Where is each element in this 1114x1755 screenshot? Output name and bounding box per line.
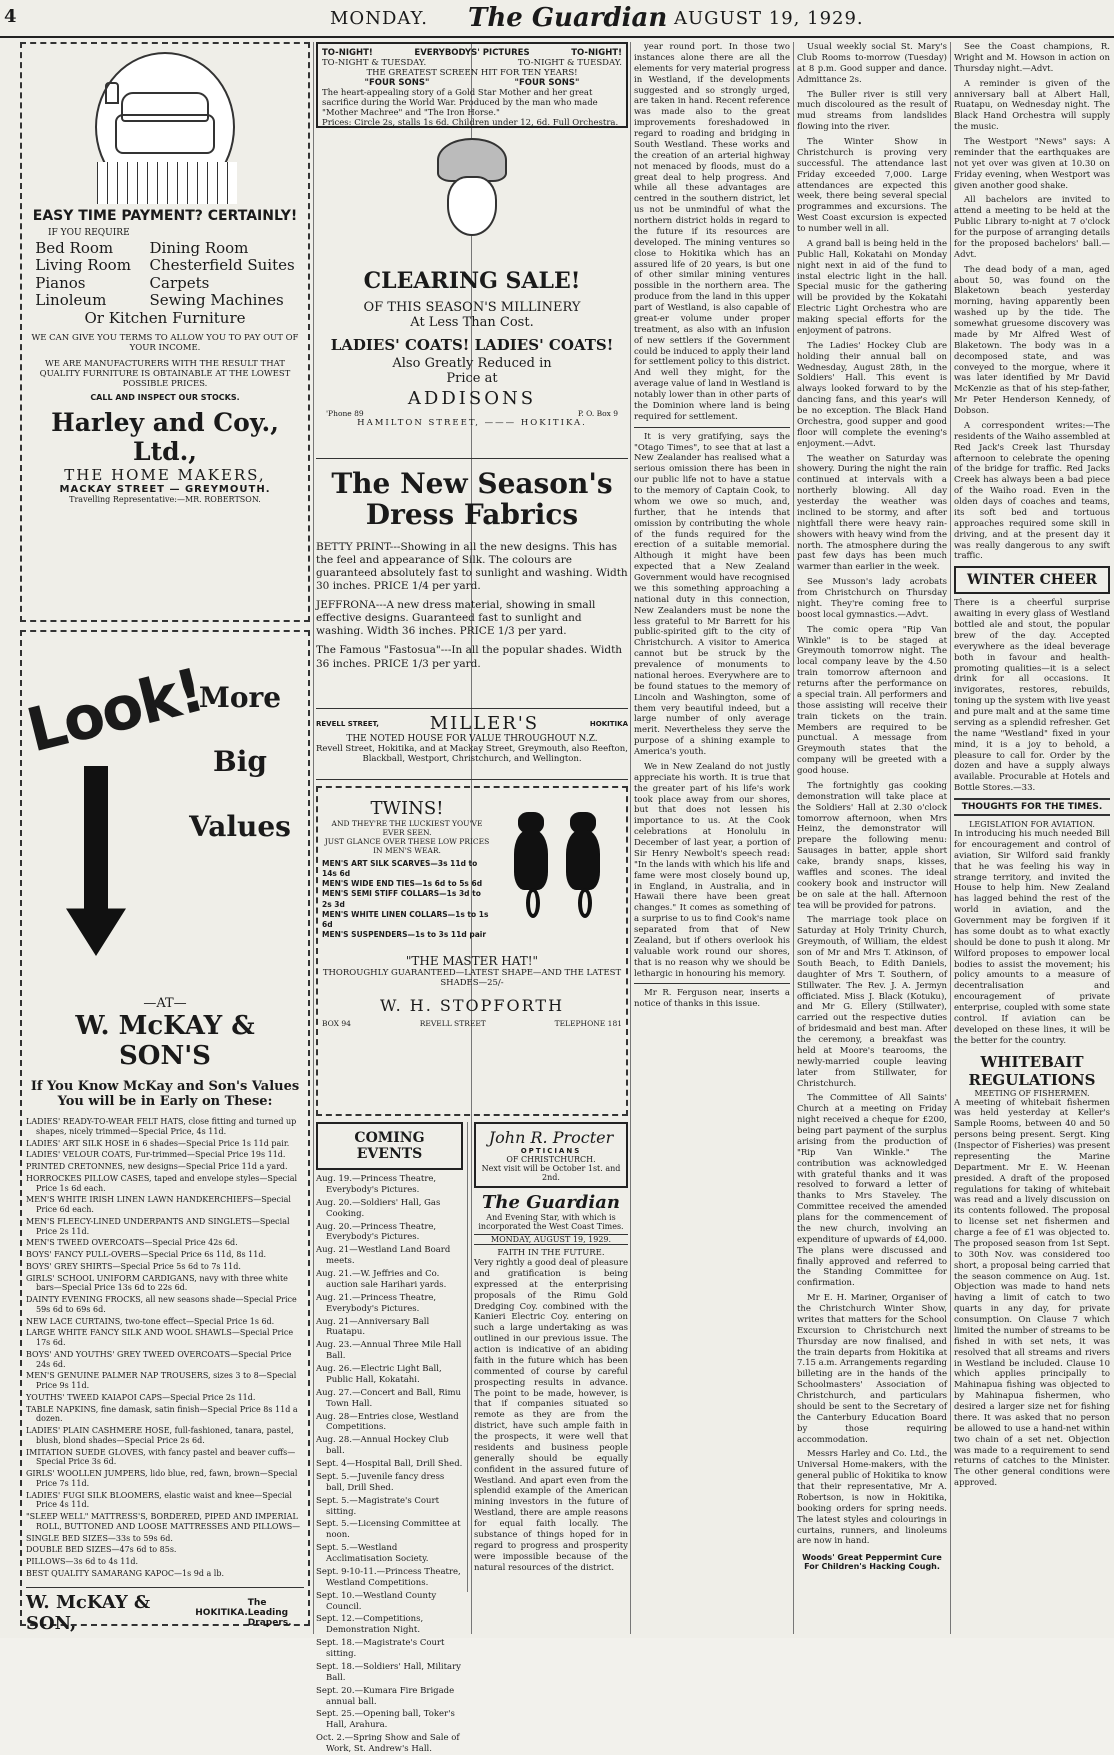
addisons-line2: At Less Than Cost. (410, 315, 534, 330)
mckay-big: Big (213, 745, 267, 779)
column-editorial (634, 42, 790, 1632)
mckay-item: IMITATION SUEDE GLOVES, with fancy pastel and beaver cuffs—Special Price 3s 6d. (26, 1447, 296, 1467)
mckay-advert (20, 630, 310, 1634)
harley-manufacturers: WE ARE MANUFACTURERS WITH THE RESULT THAT QUALITY FURNITURE IS OBTAINABLE AT THE LOWEST POSSIBLE PRICES. (39, 359, 291, 389)
pictures-sub-right: TO-NIGHT & TUESDAY. (517, 58, 622, 68)
thoughts-heading: THOUGHTS FOR THE TIMES. (954, 798, 1110, 816)
millers-name: MILLER'S (429, 713, 540, 734)
news-item: The Winter Show in Christchurch is proving very successful. The attendance last Friday exceeded 7,000. Large attendances are expected this week, there being several special programmes and excursions. The West Coast excursion is expected to number well in all. (797, 137, 947, 234)
event-item: Sept. 10.—Westland County Council. (316, 1590, 437, 1612)
event-item: Sept. 18.—Magistrate's Court sitting. (316, 1638, 445, 1659)
procter-visit: Next visit will be October 1st. and 2nd. (481, 1164, 621, 1182)
harley-item: Linoleum (35, 290, 107, 309)
harley-advert (20, 42, 310, 622)
winter-cheer-heading: WINTER CHEER (954, 566, 1110, 594)
column-local-news (797, 42, 947, 1632)
mckay-item: SINGLE BED SIZES—33s to 59s 6d. (26, 1533, 173, 1543)
millers-heading-1: The New Season's (331, 467, 613, 500)
column-ads-centre (316, 42, 628, 1754)
aviation-text: In introducing his much needed Bill for encouragement and control of aviation, Sir Wilford said frankly that he was feeling his way in strange territory, and invited the House to help him. New Zealand has lagged behind the rest of the world in aviation, and the Government may be forgiven if it has some doubt as to what exactly should be done to push it along. Mr Wilford proposes to empower local bodies to assist the movement; his policy amounts to a measure of decentralisation and encouragement of private enterprise, coupled with some state control. If aviation can be developed on these lines, it will be the better for the country. (954, 829, 1110, 1046)
harley-item: Dining Room (149, 239, 249, 257)
harley-name: Harley and Coy., Ltd., (51, 408, 279, 466)
mckay-item: TABLE NAPKINS, fine damask, satin finish—Special Price 8s 11d a dozen. (26, 1404, 298, 1424)
procter-name: John R. Procter (488, 1128, 614, 1147)
twins-heading: TWINS! (370, 798, 444, 819)
news-item: Messrs Harley and Co. Ltd., the Universal Home-makers, with the general public of Hokitika to know that their representative, Mr A. Robertson, is now in Hokitika, booking orders for spring needs. The latest styles and colourings in curtains, runners, and linoleums are now in hand. (797, 1449, 947, 1547)
event-item: Aug. 20.—Soldiers' Hall, Gas Cooking. (316, 1197, 441, 1219)
news-item: The weather on Saturday was showery. During the night the rain continued at intervals with a northerly blowing. All day yesterday the weather was inclined to be stormy, and after nightfall there were heavy rain-showers with heavy wind from the north. The atmosphere during the past few days has been much warmer than earlier in the week. (797, 453, 947, 573)
harley-item-last: Or Kitchen Furniture (84, 309, 246, 327)
stopforth-item: MEN'S SUSPENDERS—1s to 3s 11d pair (322, 929, 487, 939)
editorial-paragraph: It is very gratifying, says the "Otago Times", to see that at last a New Zealander has realised what a serious omission there has been in our public life not to have a statue to the memory of Captain Cook, to whom we owe so much, and, further, that he intends that omission by contributing the whole of the funds required for the erection of a suitable memorial. Although it might have been expected that a New Zealand Government would have recognised we this something approaching a national duty in this connection, New Zealanders must be none the less grateful to Mr Barrett for his public-spirited gift to the city of Christchurch. A visitor to America cannot but be struck by the prevalence of monuments to national heroes. Everywhere are to be found statues to the memory of Lincoln and Washington, some of them very beautiful indeed, but a large number of only average merit. Nevertheless they serve the purpose of a shining example to America's youth. (634, 431, 790, 757)
event-item: Sept. 18.—Soldiers' Hall, Military Ball. (316, 1661, 461, 1683)
editorial-paragraph: Mr R. Ferguson near, inserts a notice of thanks in this issue. (634, 988, 790, 1010)
news-item: The fortnightly gas cooking demonstration will take place at the Soldiers' Hall at 2.30 o'clock tomorrow afternoon, when Mrs Heinz, the demonstrator will prepare the following menu: Sausages in batter, apple short cake, brandy snaps, kisses, waffles and scones. The ideal cookery book and instructor will be on sale at the hall. Afternoon tea will be provided for patrons. (797, 780, 947, 911)
pictures-desc: The heart-appealing story of a Gold Star Mother and her great sacrifice during the World War. Produced by the man who made "Mother Machree" and "The Iron Horse." (322, 88, 598, 118)
guardian-heading: FAITH IN THE FUTURE. (497, 1248, 605, 1258)
mckay-item: MEN'S GENUINE PALMER NAP TROUSERS, sizes 3 to 8—Special Price 9s 11d. (26, 1371, 297, 1390)
events-heading: COMING EVENTS (316, 1122, 463, 1170)
mckay-more: More (198, 681, 282, 714)
stopforth-tel: TELEPHONE 181 (554, 1019, 622, 1028)
editorial-paragraph: We in New Zealand do not justly appreciate his worth. It is true that the greater part of his life's work took place away from our shores, but that does not lessen his importance to us. At the Cook celebrations at Honolulu in December of last year, a portion of Sir Henry Newbolt's speech read: "In the lands with which his life and fame were most closely bound up, in England, in Australia, and in Hawaii there have been great changes." It comes as something of a surprise to us to find Cook's name separated from that of New Zealand, but if others overlook his valuable work round our shores, that is no reason why we should be lethargic in honouring his memory. (634, 761, 790, 979)
mckay-item: BOYS' AND YOUTHS' GREY TWEED OVERCOATS—Special Price 24s 6d. (26, 1349, 292, 1369)
addisons-phone: 'Phone 89 (326, 409, 364, 418)
event-item: Aug. 21.—Princess Theatre, Everybody's Pictures. (316, 1292, 437, 1314)
mckay-item: BOYS' GREY SHIRTS—Special Price 5s 6d to 7s 11d. (26, 1261, 241, 1271)
event-item: Oct. 2.—Spring Show and Sale of Work, St. Andrew's Hall. (316, 1733, 460, 1754)
mckay-footer-name: W. McKAY & SON, (26, 1591, 151, 1634)
news-item: See Musson's lady acrobats from Christchurch on Thursday night. They're coming free to boost local gymnastics.—Advt. (797, 577, 947, 620)
meeting-heading: MEETING OF FISHERMEN. (974, 1088, 1090, 1098)
harley-item: Living Room (35, 256, 131, 275)
addisons-line1: OF THIS SEASON'S MILLINERY (363, 300, 581, 315)
column-rule (950, 42, 951, 1634)
coming-events (316, 1122, 468, 1754)
news-item: Mr E. H. Mariner, Organiser of the Christchurch Winter Show, writes that matters for the School Excursion to Christchurch next Thursday are now finalised, and the train departs from Hokitika at 7.15 a.m. Arrangements regarding billeting are in the hands of the Schoolmasters' Association of Christchurch, and particulars should be sent to the Secretary of the Canterbury Education Board by those requiring accommodation. (797, 1293, 947, 1445)
mckay-item: LADIES' ART SILK HOSE in 6 shades—Special Price 1s 11d pair. (26, 1138, 290, 1148)
guardian-date: MONDAY, AUGUST 19, 1929. (474, 1234, 628, 1245)
harley-item: Chesterfield Suites (149, 256, 295, 275)
column-ads-left (20, 42, 310, 1632)
news-item: A reminder is given of the anniversary ball at Albert Hall, Ruatapu, on Wednesday night. The Black Hand Orchestra will supply the music. (954, 78, 1110, 133)
millers-heading-2: Dress Fabrics (365, 497, 579, 531)
millers-branches: Revell Street, Hokitika, and at Mackay Street, Greymouth, also Reefton, Blackball, Westport, Christchurch, and Wellington. (316, 744, 628, 764)
addisons-box: P. O. Box 9 (577, 409, 618, 418)
mckay-at: —AT— (143, 996, 187, 1011)
news-item: All bachelors are invited to attend a meeting to be held at the Public Library to-night at 7 o'clock for the purpose of arranging details for the proposed bachelors' ball.—Advt. (954, 195, 1110, 260)
look-headline: Look! (20, 655, 210, 767)
stopforth-item: MEN'S ART SILK SCARVES—3s 11d to 14s 6d (322, 859, 478, 879)
mckay-item: MEN'S FLEECY-LINED UNDERPANTS AND SINGLETS—Special Price 2s 11d. (26, 1216, 290, 1236)
event-item: Sept. 5.—Magistrate's Court sitting. (316, 1495, 439, 1517)
harley-items (26, 240, 304, 309)
event-item: Sept. 20.—Kumara Fire Brigade annual ball. (316, 1685, 455, 1707)
news-item: The Ladies' Hockey Club are holding their annual ball on Wednesday, August 28th, in the Soldiers' Hall. This event is always looked forward to by the dancing fans, and this year's will be no exception. The Black Hand Orchestra, good supper and good floor will complete the evening's enjoyment.—Advt. (797, 340, 947, 449)
event-item: Sept. 9-10-11.—Princess Theatre, Westland Competitions. (316, 1566, 461, 1588)
addisons-advert (316, 128, 628, 458)
event-item: Aug. 19.—Princess Theatre, Everybody's Pictures. (316, 1174, 437, 1195)
mckay-item: LADIES' FUGI SILK BLOOMERS, elastic waist and knee—Special Price 4s 11d. (26, 1490, 292, 1510)
addisons-coats: LADIES' COATS! LADIES' COATS! (330, 336, 614, 354)
mckay-item: MEN'S TWEED OVERCOATS—Special Price 42s 6d. (26, 1238, 238, 1248)
mckay-item: DAINTY EVENING FROCKS, all new seasons shade—Special Price 59s 6d to 69s 6d. (26, 1295, 297, 1314)
furniture-illustration (95, 52, 235, 202)
event-item: Aug. 26.—Electric Light Ball, Public Hall, Kokatahi. (316, 1364, 442, 1385)
lady-hat-illustration (417, 138, 527, 248)
pictures-hit: THE GREATEST SCREEN HIT FOR TEN YEARS! (366, 68, 578, 78)
news-item: The dead body of a man, aged about 50, was found on the Blaketown beach yesterday morning, having apparently been washed up by the tide. The somewhat gruesome discovery was made by Mr Alfred West of Blaketown. The body was in a decomposed state, and was conveyed to the morgue, where it was later identified by Mr David McKenzie as that of his step-father, Mr Peter Henderson Kennedy, of Dobson. (954, 264, 1110, 416)
events-list (316, 1174, 463, 1755)
twins-line: JUST GLANCE OVER THESE LOW PRICES IN MEN'S WEAR. (324, 837, 490, 855)
procter-opticians: OPTICIANS (520, 1147, 582, 1155)
pictures-mid: EVERYBODYS' PICTURES (414, 48, 530, 58)
news-item: The Committee of All Saints' Church at a meeting on Friday night received a cheque for £200, being part payment of the surplus arising from the production of "Rip Van Winkle." The contribution was acknowledged with grateful thanks and it was resolved to forward a letter of thanks to Mrs Staveley. The Committee received the amended plans for the commencement of the new church, involving an expenditure of upwards of £4,000. The plans were discussed and finally approved and referred to the Standing Committee for confirmation. (797, 1093, 947, 1289)
harley-item: Sewing Machines (149, 290, 284, 309)
arrow-icon (66, 766, 126, 956)
guardian-title: The Guardian (482, 1192, 620, 1213)
stopforth-street: REVELL STREET (419, 1019, 486, 1028)
lower-centre (316, 1122, 628, 1754)
local-news-list (797, 42, 947, 1547)
stopforth-item: MEN'S WIDE END TIES—1s 6d to 5s 6d (322, 879, 483, 889)
masthead (0, 0, 1114, 38)
event-item: Aug. 21—Anniversary Ball Ruatapu. (316, 1316, 430, 1338)
mckay-item: HORROCKES PILLOW CASES, taped and envelope styles—Special Price 1s 6d each. (26, 1173, 298, 1193)
mckay-item: PILLOWS—3s 6d to 4s 11d. (26, 1557, 139, 1566)
mckay-item: LARGE WHITE FANCY SILK AND WOOL SHAWLS—Special Price 17s 6d. (26, 1328, 294, 1347)
mckay-item: GIRLS' SCHOOL UNIFORM CARDIGANS, navy with three white bars—Special Price 13s 6d to 22s 6d. (26, 1273, 288, 1293)
harley-sub: IF YOU REQUIRE (48, 228, 130, 238)
whitebait-heading: WHITEBAIT REGULATIONS (968, 1052, 1096, 1089)
news-item: A correspondent writes:—The residents of the Waiho assembled at Red Jack's Creek last Thursday afternoon to celebrate the opening of the bridge for traffic. Red Jacks Creek has always been a bad piece of the Waiho road. Even in the olden days of coaches and teams, its soft bed and tortuous approaches required some skill in driving, and at the present day it was really dangerous to any swift traffic. (954, 420, 1110, 562)
mckay-item: BEST QUALITY SAMARANG KAPOC—1s 9d a lb. (26, 1568, 225, 1578)
procter-city: OF CHRISTCHURCH. (506, 1155, 596, 1164)
harley-item: Carpets (149, 273, 210, 292)
event-item: Aug. 20.—Princess Theatre, Everybody's Pictures. (316, 1221, 437, 1243)
news-item: The Westport "News" says: A reminder that the earthquakes are not yet over was given at 10.30 on Friday evening, when Westport was given another good shake. (954, 137, 1110, 191)
event-item: Aug. 27.—Concert and Ball, Rimu Town Hall. (316, 1387, 462, 1409)
mckay-item: LADIES' READY-TO-WEAR FELT HATS, close fitting and turned up shapes, nicely trimmed—Special Price, 4s 11d. (26, 1117, 297, 1136)
pictures-right: TO-NIGHT! (571, 48, 622, 58)
mckay-item: LADIES' PLAIN CASHMERE HOSE, full-fashioned, tanara, pastel, blush, blond shades—Special Price 2s 6d. (26, 1426, 294, 1445)
pictures-film: "FOUR SONS" (364, 78, 430, 88)
event-item: Aug. 28—Entries close, Westland Competitions. (316, 1411, 459, 1433)
event-item: Sept. 5.—Juvenile fancy dress ball, Drill Shed. (316, 1471, 445, 1493)
mckay-banner (20, 636, 304, 996)
millers-advert (316, 458, 628, 684)
mckay-item: NEW LACE CURTAINS, two-tone effect—Special Price 1s 6d. (26, 1316, 275, 1326)
guardian-column (468, 1122, 628, 1592)
mckay-item: LADIES' VELOUR COATS, Fur-trimmed—Special Price 19s 11d. (26, 1150, 286, 1160)
millers-left: REVELL STREET, (316, 719, 379, 728)
event-item: Aug. 23.—Annual Three Mile Hall Ball. (316, 1340, 462, 1362)
millers-right: HOKITIKA (589, 719, 628, 728)
stopforth-box: BOX 94 (322, 1019, 351, 1028)
mckay-name: W. McKAY & SON'S (75, 1011, 255, 1071)
event-item: Sept. 5.—Westland Acclimatisation Society. (316, 1543, 429, 1564)
mckay-item: MEN'S WHITE IRISH LINEN LAWN HANDKERCHIEFS—Special Price 6d each. (26, 1195, 291, 1214)
millers-p1: BETTY PRINT---Showing in all the new designs. This has the feel and appearance of Silk. The colours are guaranteed absolutely fast to sunlight and washing. Width 30 inches. PRICE 1/4 per yard. (316, 540, 628, 592)
procter-advert (474, 1122, 628, 1188)
mckay-item: DOUBLE BED SIZES—47s 6d to 85s. (26, 1545, 177, 1555)
millers-tag: THE NOTED HOUSE FOR VALUE THROUGHOUT N.Z. (346, 734, 598, 744)
news-item: Usual weekly social St. Mary's Club Rooms to-morrow (Tuesday) at 8 p.m. Good supper and dance. Admittance 2s. (797, 42, 947, 85)
millers-p2: JEFFRONA---A new dress material, showing in small effective designs. Guaranteed fast to sunlight and washing. Width 36 inches. PRICE 1/3 per yard. (316, 599, 596, 638)
mckay-items (26, 1117, 304, 1579)
mckay-item: "SLEEP WELL" MATTRESS'S, BORDERED, PIPED AND IMPERIAL ROLL, BUTTONED AND LOOSE MATTRESSES AND PILLOWS— (26, 1512, 301, 1531)
stopforth-advert (316, 786, 628, 1116)
mckay-lead: If You Know McKay and Son's Values You will be in Early on These: (30, 1079, 300, 1109)
harley-item: Pianos (35, 273, 86, 292)
event-item: Sept. 5.—Licensing Committee at noon. (316, 1519, 461, 1541)
millers-p3: The Famous "Fastosua"---In all the popular shades. Width 36 inches. PRICE 1/3 per yard. (316, 644, 623, 670)
mckay-item: BOYS' FANCY PULL-OVERS—Special Price 6s 11d, 8s 11d. (26, 1250, 266, 1259)
editorial-paragraph: year round port. In those two instances alone there are all the elements for very material progress in Westland, if the developments suggested and so strongly urged, are taken in hand. Recent reference was made also to the great improvements foreshadowed in regard to roading and bridging in South Westland. These works and the creation of an arterial highway not menaced by floods, must do a great deal to help progress. And while all these advantages are centred in the southern district, let us not be unmindful of what the northern district holds in regard to the future if its resources are developed. The mining ventures so close to Hokitika which has an assured life of 20 years, is but one of other similar mining ventures possible in the northern area. The produce from the land in this upper part of Westland, is also capable of great-er volume under proper treatment, as also with an infusion of new settlers if the Government could be induced to apply their land for settlement policy to this district. And well they might, for the average value of land in Westland is notably lower than in other parts of the Dominion where land is being required for settlement. (634, 42, 790, 422)
mckay-values: Values (189, 809, 291, 843)
stopforth-name: W. H. STOPFORTH (379, 996, 565, 1015)
winter-cheer-text: There is a cheerful surprise awaiting in every glass of Westland bottled ale and stout, the popular brew of the day. Accepted everywhere as the ideal beverage both in favour and health-promoting qualities—it is a select drink for all occasions. It invigorates, restores, rebuilds, toning up the system with live yeast and pure malt and at the same time serving as a splendid refresher. Get the name "Westland" fixed in your mind, it is a joy to behold, a pleasure to call for. Order by the dozen and have a supply always available. Procurable at Hotels and Bottle Stores.—33. (954, 598, 1110, 794)
aviation-heading: LEGISLATION FOR AVIATION. (969, 820, 1095, 829)
clearing-sale: CLEARING SALE! (363, 268, 581, 294)
event-item: Sept. 4—Hospital Ball, Drill Shed. (316, 1459, 463, 1469)
addisons-address: HAMILTON STREET, ——— HOKITIKA. (357, 418, 587, 428)
news-item: The comic opera "Rip Van Winkle" is to be staged at Greymouth tomorrow night. The local company leave by the 4.50 train tomorrow afternoon and returns after the performance on a special train. All performers and those assisting will receive their train tickets on the train. Members are required to be punctual. A message from Greymouth states that the company will be greeted with a good house. (797, 624, 947, 776)
harley-item: Bed Room (35, 239, 114, 257)
master-hat: "THE MASTER HAT!" (405, 954, 539, 968)
pictures-sub-left: TO-NIGHT & TUESDAY. (322, 58, 427, 68)
news-item: A grand ball is being held in the Public Hall, Kokatahi on Monday night next in aid of the fund to instal electric light in the hall. Special music for the gathering will be provided by the Kokatahi Electric Light Orchestra who are making special efforts for the enjoyment of patrons. (797, 238, 947, 336)
column-right (954, 42, 1110, 1632)
harley-address: MACKAY STREET — GREYMOUTH. (59, 484, 271, 495)
pictures-prices: Prices: Circle 2s, stalls 1s 6d. Children under 12, 6d. Full Orchestra. (322, 118, 619, 128)
news-item: The Buller river is still very much discoloured as the result of mud streams from landslides flowing into the river. (797, 89, 947, 133)
event-item: Aug. 21.—W. Jeffries and Co. auction sale Harihari yards. (316, 1269, 447, 1290)
pictures-left: TO-NIGHT! (322, 48, 373, 58)
pictures-advert (316, 42, 628, 128)
pictures-film: "FOUR SONS" (514, 78, 580, 88)
millers-footer (316, 708, 628, 780)
right-news-list (954, 42, 1110, 562)
news-item: See the Coast champions, R. Wright and M. Howson in action on Thursday night.—Advt. (954, 42, 1110, 74)
mckay-item: GIRLS' WOOLLEN JUMPERS, lido blue, red, fawn, brown—Special Price 7s 11d. (26, 1469, 298, 1488)
masthead-day: MONDAY. (330, 8, 428, 29)
event-item: Sept. 12.—Competitions, Demonstration Night. (316, 1614, 424, 1636)
guardian-text: Very rightly a good deal of pleasure and gratification is being expressed at the enterprising proposals of the Rimu Gold Dredging Coy. combined with the Kanieri Electric Coy. entering on such a large undertaking as was outlined in our previous issue. The action is indicative of an abiding faith in the future which has been commented of course by careful prospecting results in advance. The point to be made, however, is that if companies situated so remote as they are from the district, have such ample faith in the prospects, it were well that residents and business people generally should be equally confident in the assured future of Westland. And apart even from the splendid example of the American mining investors in the future of Westland, there are ample reasons for equal faith locally. The substance of things hoped for in regard to progress and prosperity were impossible because of the natural resources of the district. (474, 1258, 628, 1573)
harley-heading: EASY TIME PAYMENT? CERTAINLY! (32, 208, 298, 224)
mckay-footer (26, 1587, 304, 1634)
twins-line: AND THEY'RE THE LUCKIEST YOU'VE EVER SEEN. (331, 819, 483, 837)
stopforth-item: MEN'S WHITE LINEN COLLARS—1s to 1s 6d (322, 909, 489, 929)
mckay-item: YOUTHS' TWEED KAIAPOI CAPS—Special Price 2s 11d. (26, 1392, 256, 1402)
event-item: Aug. 28.—Annual Hockey Club ball. (316, 1435, 449, 1457)
mckay-item: PRINTED CRETONNES, new designs—Special Price 11d a yard. (26, 1162, 288, 1171)
column-rule (793, 42, 794, 1634)
event-item: Sept. 25.—Opening ball, Toker's Hall, Arahura. (316, 1709, 455, 1731)
page-number: 4 (4, 6, 17, 27)
guardian-sub: And Evening Star, with which is incorporated the West Coast Times. (478, 1213, 624, 1231)
news-item: The marriage took place on Saturday at Holy Trinity Church, Greymouth, of William, the eldest son of Mr and Mrs T. Atkinson, of South Beach, to Edith Daniels, daughter of Mrs T. Southern, of Stillwater. The Rev. J. A. Jermyn officiated. Miss J. Black (Kotuku), and Mr G. Ellery (Stillwater), carried out the respective duties of bridesmaid and best man. After the ceremony, a breakfast was held at Moore's tearooms, the newly-married couple leaving later from Stillwater, for Christchurch. (797, 915, 947, 1089)
black-cats-illustration (492, 792, 622, 940)
mckay-footer-place: HOKITIKA. (195, 1607, 248, 1618)
stopforth-item: MEN'S SEMI STIFF COLLARS—1s 3d to 2s 3d (322, 889, 481, 909)
woods-advert: Woods' Great Peppermint Cure For Children's Hacking Cough. (802, 1553, 942, 1572)
harley-tag: THE HOME MAKERS, (64, 466, 266, 484)
harley-rep: Travelling Representative:—MR. ROBERTSON. (69, 495, 261, 504)
stopforth-guarantee: THOROUGHLY GUARANTEED—LATEST SHAPE—AND THE LATEST SHADES—25/- (322, 968, 622, 988)
event-item: Aug. 21—Westland Land Board meets. (316, 1245, 451, 1267)
addisons-name: ADDISONS (407, 388, 537, 409)
addisons-reduced: Also Greatly Reduced in Price at (392, 356, 552, 386)
whitebait-text: A meeting of whitebait fishermen was held yesterday at Keller's Sample Rooms, between 40 and 50 persons being present. Sergt. King (Inspector of Fisheries) was present representing the Marine Department. Mr E. W. Heenan presided. A draft of the proposed regulations for taking of whitebait was read and a lively discussion on its contents followed. The proposal to license set net fishermen and charge a fee of £1 was objected to. The proposed season from 1st Sept. to 30th Nov. was considered too short, a proposal being carried that the season commence on Aug. 1st. Objection was made to hand nets having a limit of catch to two quarts in any day, for private consumption. On Clause 7 which limited the number of streams to be fished in with set nets, it was resolved that all streams and rivers in Westland be included. Clause 10 which applies principally to Mahinapua fishing was objected to by Mahinapua fishermen, who desired a larger size net for fishing there. It was asked that no person be allowed to use a hand-net within two chain of a set net. Objection was made to a requirement to send returns of catches to the Minister. The other general conditions were approved. (954, 1097, 1110, 1489)
column-rule (630, 42, 631, 1634)
masthead-date: AUGUST 19, 1929. (674, 8, 864, 29)
harley-terms: WE CAN GIVE YOU TERMS TO ALLOW YOU TO PAY OUT OF YOUR INCOME. (31, 333, 299, 353)
mckay-footer-tag: The Leading Drapers. (247, 1597, 292, 1628)
column-rule (313, 42, 314, 1634)
harley-call: CALL AND INSPECT OUR STOCKS. (90, 393, 240, 402)
masthead-title: The Guardian (468, 3, 668, 33)
